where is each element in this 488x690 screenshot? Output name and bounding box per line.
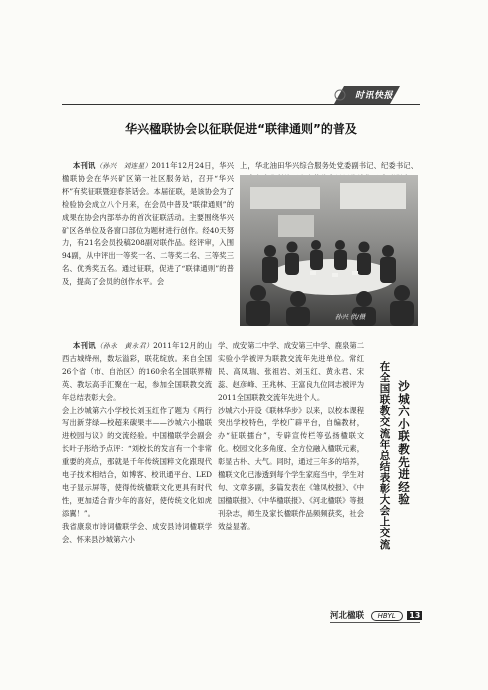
article1-byline-lead: 本刊讯 (72, 161, 96, 170)
footer-rule (330, 622, 420, 623)
section-label: 时讯快报 (355, 91, 394, 101)
footer-page-number: 13 (409, 611, 421, 620)
photo-credit: 孙兴 供/摄 (335, 313, 366, 321)
header-rule (62, 104, 420, 105)
article2-title-line1: 沙城六小联教先进经验 (398, 379, 410, 507)
article2-byline-lead: 本刊讯 (72, 341, 96, 350)
article2-vertical-title (370, 361, 418, 678)
page-footer (330, 609, 422, 621)
article2-body-col2: 学、成安第二中学、成安第三中学、鹿泉第二实验小学被评为联教交流年先进单位。常红民、高凤瑞、张祖岩、刘玉红、黄永君、宋蕊、赵彦峰、王兆林、王富良九位同志被评为2011全国联教交流年先进个人。 沙城六小开设《联林华步》以来，以校本课程突出学校特色，学校广辟平台，自编教材，办“征联擂台”，专辟宣传栏等弘扬楹联文化。校园文化多角度、全方位融入楹联元素，彰显古朴、大气。同时，通过三年多的培养，楹联文化已渗透到每个学生家庭当中，学生对句、文章多副，多篇发表在《雏凤校报》、《中国楹联报》、《中华楹联报》、《河北楹联》等报刊杂志，师生及家长楹联作品频频获奖，社会效益显著。 (218, 341, 364, 531)
footer-code: HBYL (371, 611, 403, 621)
article1-body-right: 上，华北油田华兴综合服务处党委副书记、纪委书记、 (240, 161, 418, 170)
article2-column-1 (62, 340, 212, 547)
article1-byline-author: （孙兴 刘连星） (95, 162, 152, 170)
footer-magazine: 河北楹联 (330, 611, 365, 621)
article2-byline-author: （孙永 黄永君） (95, 342, 154, 350)
article2-title-line2: 在全国联教交流年总结表彰大会上交流 (379, 361, 391, 551)
article1-left-column (62, 160, 234, 289)
article1-title: 华兴楹联协会以征联促进“联律通则”的普及 (125, 122, 357, 136)
article1-body-left: 2011年12月24日，华兴楹联协会在华兴矿区第一社区服务站，召开“华兴杯”有奖征联暨迎春茶话会。本届征联，是该协会为了检验协会成立八个月来，在会员中普及“联律通则”的成果在协会内部举办的首次征联活动。主要围绕华兴矿区各单位及各窗口部位为题材进行创作。经40天努力，有21名会员投稿208副对联作品。经评审，入围94副，从中评出一等奖一名、二等奖二名、三等奖三名、优秀奖五名。通过征联，促进了“联律通则”的普及，提高了会员的创作水平。会 (62, 161, 235, 287)
article2-body-col1: 2011年12月的山西古城绛州，数坛溢彩，联花绽放。来自全国26个省（市、自治区）的160余名全国联界精英、教坛高手汇聚在一起，参加全国联教交流年总结表彰大会。 会上沙城第六小学校长刘玉红作了题为《两行写出新芽绿—校超来碳果丰——沙城六小楹联进校园与议》的交流经验。中国楹联学会副会长叶子彤给予点评：“刘校长的发言有一个非常重要的亮点，那就是千年传统国粹文化跟现代电子技术相结合，如博客、校讯通平台、LED电子显示屏等，使得传统楹联文化更具有时代性，更加适合青少年的喜好，使传统文化如虎添翼！”。 我省康泉市诗词楹联学会、成安县诗词楹联学会、怀来县沙城第六小 (62, 341, 212, 544)
event-photo (240, 175, 418, 326)
